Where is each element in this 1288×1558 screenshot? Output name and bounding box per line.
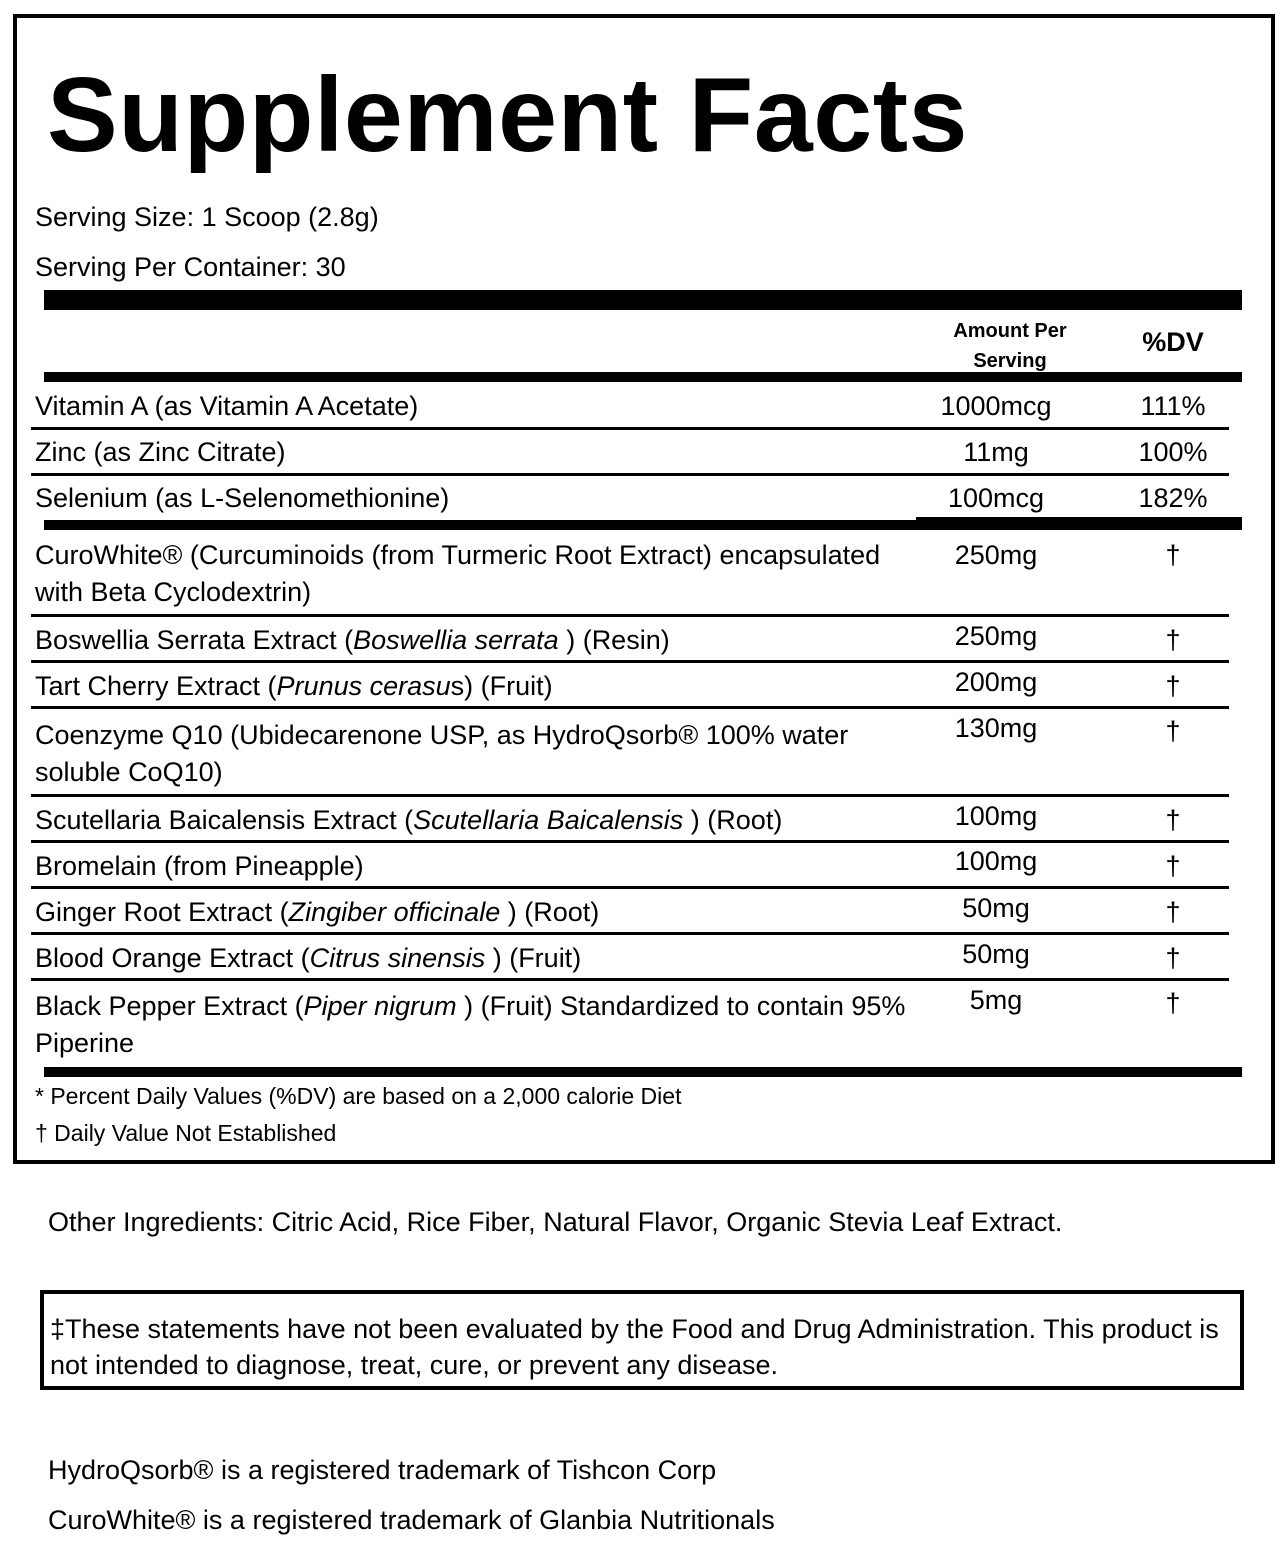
ingredient-name-text: Coenzyme Q10 (Ubidecarenone USP, as HydroQsorb® 100% water soluble CoQ10) xyxy=(35,720,849,787)
ingredient-latin-name: Zingiber officinale xyxy=(288,897,501,927)
thick-divider-bottom xyxy=(44,1067,1242,1077)
ingredient-amount: 5mg xyxy=(969,985,1023,1015)
ingredient-latin-name: Boswellia serrata xyxy=(353,625,559,655)
ingredient-name-text: Boswellia Serrata Extract ( xyxy=(35,625,354,655)
row-divider xyxy=(31,932,1229,935)
row-divider xyxy=(31,978,1229,981)
row-divider xyxy=(31,794,1229,797)
ingredient-name-text: Ginger Root Extract ( xyxy=(35,897,289,927)
ingredient-name-text: Tart Cherry Extract ( xyxy=(35,671,277,701)
ingredient-latin-name: Scutellaria Baicalensis xyxy=(413,805,684,835)
row-divider xyxy=(31,427,1229,430)
header-dv: %DV xyxy=(1142,327,1204,357)
ingredient-name xyxy=(35,988,915,1062)
ingredient-dv: † xyxy=(1165,943,1181,973)
row-divider xyxy=(31,706,1229,709)
ingredient-name-text: Scutellaria Baicalensis Extract ( xyxy=(35,805,414,835)
ingredient-dv: † xyxy=(1165,851,1181,881)
ingredient-name xyxy=(35,537,915,611)
ingredient-latin-name: Citrus sinensis xyxy=(309,943,486,973)
ingredient-name-text: Black Pepper Extract ( xyxy=(35,991,304,1021)
nutrient-name: Vitamin A (as Vitamin A Acetate) xyxy=(35,391,419,421)
ingredient-amount: 100mg xyxy=(954,846,1038,876)
trademark-curowhite: CuroWhite® is a registered trademark of Glanbia Nutritionals xyxy=(48,1505,775,1535)
ingredient-dv: † xyxy=(1165,988,1181,1018)
ingredient-name-suffix: ) (Root) xyxy=(683,805,783,835)
ingredient-name xyxy=(35,802,915,839)
ingredient-name-suffix: ) (Fruit) xyxy=(485,943,582,973)
nutrient-amount: 11mg xyxy=(963,437,1029,467)
thick-divider-vitamins xyxy=(44,520,1242,530)
nutrient-name: Selenium (as L-Selenomethionine) xyxy=(35,483,450,513)
page-title: Supplement Facts xyxy=(47,56,968,174)
ingredient-name xyxy=(35,668,915,705)
nutrient-dv: 100% xyxy=(1138,437,1208,467)
serving-size: Serving Size: 1 Scoop (2.8g) xyxy=(35,202,379,232)
footnote-dv: * Percent Daily Values (%DV) are based on a 2,000 calorie Diet xyxy=(35,1083,682,1109)
ingredient-amount: 100mg xyxy=(954,801,1038,831)
servings-per-container: Serving Per Container: 30 xyxy=(35,252,346,282)
ingredient-name-text: Blood Orange Extract ( xyxy=(35,943,310,973)
nutrient-amount: 100mcg xyxy=(947,483,1045,513)
footnote-dagger: † Daily Value Not Established xyxy=(35,1120,337,1146)
ingredient-dv: † xyxy=(1165,625,1181,655)
fda-disclaimer-box xyxy=(40,1290,1244,1390)
other-ingredients: Other Ingredients: Citric Acid, Rice Fiber, Natural Flavor, Organic Stevia Leaf Extract. xyxy=(48,1207,1063,1237)
row-divider xyxy=(31,614,1229,617)
ingredient-dv: † xyxy=(1165,805,1181,835)
nutrient-dv: 111% xyxy=(1140,391,1206,421)
ingredient-name xyxy=(35,894,915,931)
trademark-hydroqsorb: HydroQsorb® is a registered trademark of Tishcon Corp xyxy=(48,1455,717,1485)
ingredient-dv: † xyxy=(1165,540,1181,570)
ingredient-latin-name: Prunus cerasu xyxy=(276,671,451,701)
ingredient-name-text: CuroWhite® (Curcuminoids (from Turmeric Root Extract) encapsulated with Beta Cyclodextrin) xyxy=(35,540,881,607)
ingredient-name-suffix: ) (Fruit) Standardized to contain 95% Piperine xyxy=(35,991,906,1058)
ingredient-latin-name: Piper nigrum xyxy=(303,991,457,1021)
nutrient-amount: 1000mcg xyxy=(940,391,1052,421)
thick-divider-top xyxy=(44,290,1242,310)
fda-disclaimer-text: ‡These statements have not been evaluated by the Food and Drug Administration. This product is not intended to diagnose, treat, cure, or prevent any disease. xyxy=(50,1314,1219,1380)
row-divider xyxy=(31,660,1229,663)
ingredient-amount: 250mg xyxy=(954,621,1038,651)
thick-divider-header xyxy=(44,372,1242,382)
row-divider xyxy=(31,473,1229,476)
header-amount-per-serving: Amount Per Serving xyxy=(953,320,1067,372)
nutrient-dv: 182% xyxy=(1138,483,1208,513)
ingredient-name-suffix: ) (Resin) xyxy=(558,625,670,655)
ingredient-dv: † xyxy=(1165,671,1181,701)
ingredient-name-text: Bromelain (from Pineapple) xyxy=(35,851,364,881)
ingredient-dv: † xyxy=(1165,716,1181,746)
ingredient-dv: † xyxy=(1165,897,1181,927)
ingredient-name xyxy=(35,622,915,659)
row-divider xyxy=(31,886,1229,889)
ingredient-name xyxy=(35,717,915,791)
ingredient-name xyxy=(35,940,915,977)
ingredient-amount: 50mg xyxy=(962,893,1030,923)
ingredient-amount: 50mg xyxy=(962,939,1030,969)
ingredient-amount: 200mg xyxy=(954,667,1038,697)
nutrient-name: Zinc (as Zinc Citrate) xyxy=(35,437,286,467)
ingredient-name xyxy=(35,848,915,885)
ingredient-amount: 130mg xyxy=(954,713,1038,743)
ingredient-name-suffix: s) (Fruit) xyxy=(450,671,553,701)
ingredient-amount: 250mg xyxy=(954,540,1038,570)
ingredient-name-suffix: ) (Root) xyxy=(500,897,600,927)
